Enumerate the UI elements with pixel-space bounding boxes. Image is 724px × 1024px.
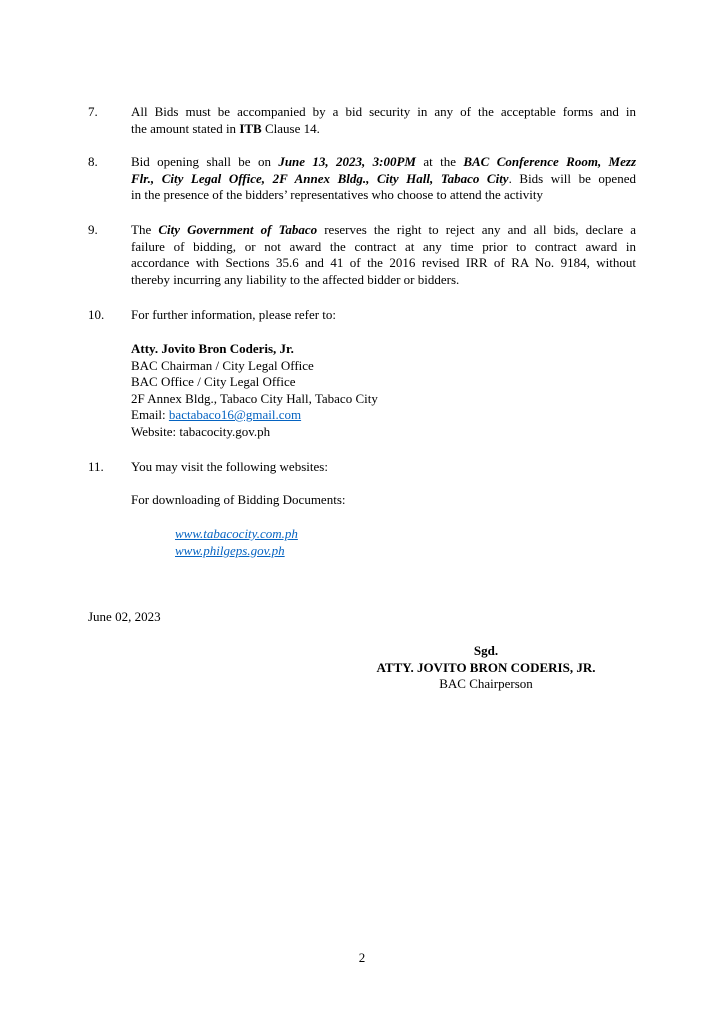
contact-email-line: Email: bactabaco16@gmail.com: [131, 407, 302, 422]
contact-title: BAC Chairman / City Legal Office: [131, 357, 314, 373]
philgeps-link[interactable]: www.philgeps.gov.ph: [175, 542, 285, 558]
item-number: 8.: [88, 154, 98, 169]
item-text-line: Bid opening shall be on June 13, 2023, 3:00PM at the BAC Conference Room, Mezz: [131, 154, 637, 169]
tabacocity-link[interactable]: www.tabacocity.com.ph: [175, 526, 298, 541]
contact-block: [131, 341, 378, 440]
item-text-line: Flr., City Legal Office, 2F Annex Bldg., City Hall, Tabaco City. Bids will be opened: [131, 170, 636, 186]
item-text-line: thereby incurring any liability to the affected bidder or bidders.: [131, 271, 460, 287]
item-text-line: The City Government of Tabaco reserves the right to reject any and all bids, declare a: [131, 222, 637, 237]
signature-block: [300, 643, 672, 693]
item-text-line: All Bids must be accompanied by a bid security in any of the acceptable forms and in: [131, 104, 636, 119]
item-number: 9.: [88, 222, 98, 237]
item-9: [88, 222, 636, 288]
item-text-line: For further information, please refer to:: [131, 307, 337, 322]
signatory-role: BAC Chairperson: [439, 676, 533, 691]
item-text-line: accordance with Sections 35.6 and 41 of the 2016 revised IRR of RA No. 9184, without: [131, 255, 636, 270]
item-8: [88, 154, 636, 204]
item-10: [88, 307, 636, 324]
document-date: June 02, 2023: [88, 609, 161, 624]
signature-sgd: Sgd.: [473, 643, 499, 658]
contact-website: Website: tabacocity.gov.ph: [131, 423, 271, 439]
contact-office: BAC Office / City Legal Office: [131, 374, 296, 389]
item-11: [88, 459, 636, 476]
contact-address: 2F Annex Bldg., Tabaco City Hall, Tabaco City: [131, 390, 378, 406]
item-text-line: in the presence of the bidders’ representatives who choose to attend the activity: [131, 187, 544, 202]
item-text-line: the amount stated in ITB Clause 14.: [131, 120, 320, 136]
signatory-name: ATTY. JOVITO BRON CODERIS, JR.: [376, 659, 596, 675]
item-text-line: You may visit the following websites:: [131, 459, 328, 474]
item-number: 10.: [88, 307, 105, 322]
page-number: 2: [358, 950, 366, 965]
item-text-line: failure of bidding, or not award the contract at any time prior to contract award in: [131, 238, 636, 254]
downloads-label: For downloading of Bidding Documents:: [131, 492, 346, 507]
item-number: 11.: [88, 459, 104, 474]
email-link[interactable]: bactabaco16@gmail.com: [168, 407, 302, 422]
item-number: 7.: [88, 104, 98, 119]
contact-name: Atty. Jovito Bron Coderis, Jr.: [131, 341, 294, 356]
download-links: [175, 526, 298, 559]
item-7: [88, 104, 636, 137]
